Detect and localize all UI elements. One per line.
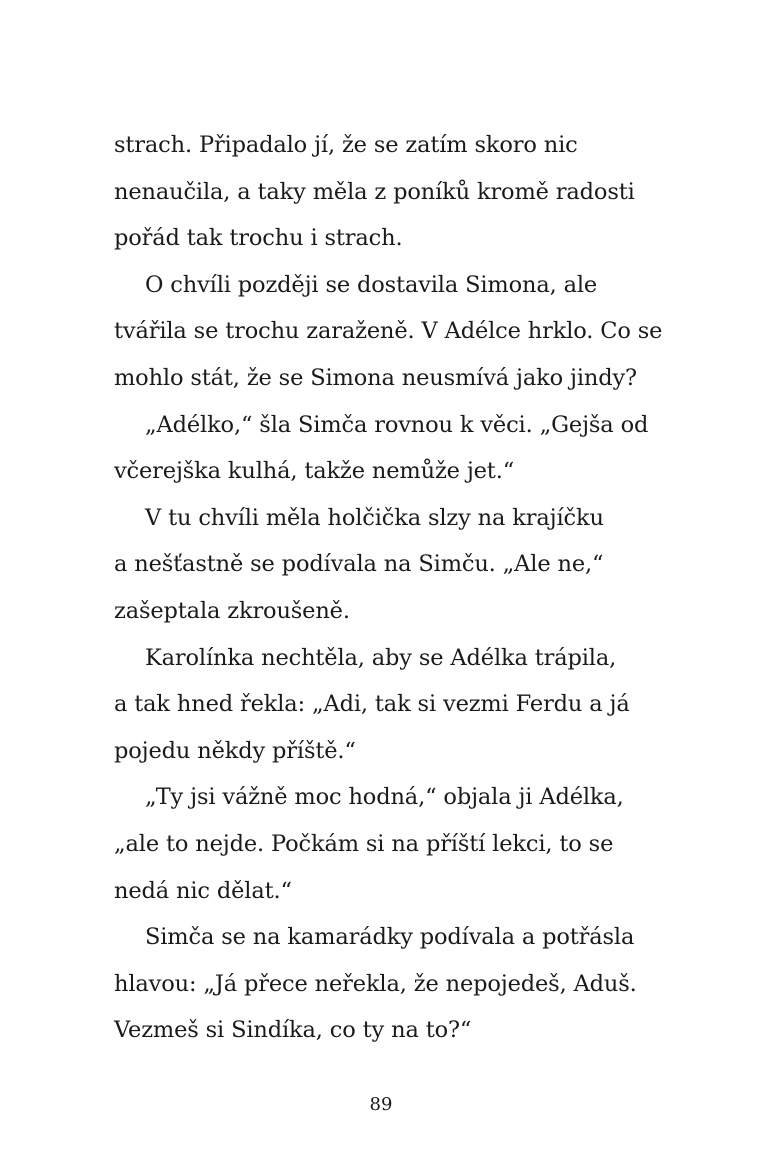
text-line: Simča se na kamarádky podívala a potřásla [145,924,635,951]
text-line: mohlo stát, že se Simona neusmívá jako jindy? [114,364,637,391]
text-line: a tak hned řekla: „Adi, tak si vezmi Ferdu a já [114,691,630,718]
text-line: tvářila se trochu zaraženě. V Adélce hrklo. Co se [114,318,663,345]
text-line: V tu chvíli měla holčička slzy na krajíčku [145,504,604,531]
text-line: pořád tak trochu i strach. [114,225,403,252]
text-line: O chvíli později se dostavila Simona, ale [145,271,598,298]
page-number: 89 [369,1094,393,1115]
text-line: strach. Připadalo jí, že se zatím skoro nic [114,132,578,158]
text-line: nenaučila, a taky měla z poníků kromě radosti [114,178,635,205]
text-line: Vezmeš si Sindíka, co ty na to?“ [114,1017,472,1044]
text-line: a nešťastně se podívala na Simču. „Ale ne,“ [114,551,604,578]
text-line: „Ty jsi vážně moc hodná,“ objala ji Adélka, [145,784,624,811]
body-text [114,122,674,1054]
text-line: zašeptala zkroušeně. [114,597,350,624]
text-line: hlavou: „Já přece neřekla, že nepojedeš, Aduš. [114,970,637,997]
text-line: „Adélko,“ šla Simča rovnou k věci. „Gejša od [145,411,649,438]
text-line: „ale to nejde. Počkám si na příští lekci, to se [114,830,614,857]
text-line: pojedu někdy příště.“ [114,737,356,764]
text-line: včerejška kulhá, takže nemůže jet.“ [114,458,515,485]
text-line: nedá nic dělat.“ [114,877,292,904]
text-line: Karolínka nechtěla, aby se Adélka trápila, [145,644,617,671]
